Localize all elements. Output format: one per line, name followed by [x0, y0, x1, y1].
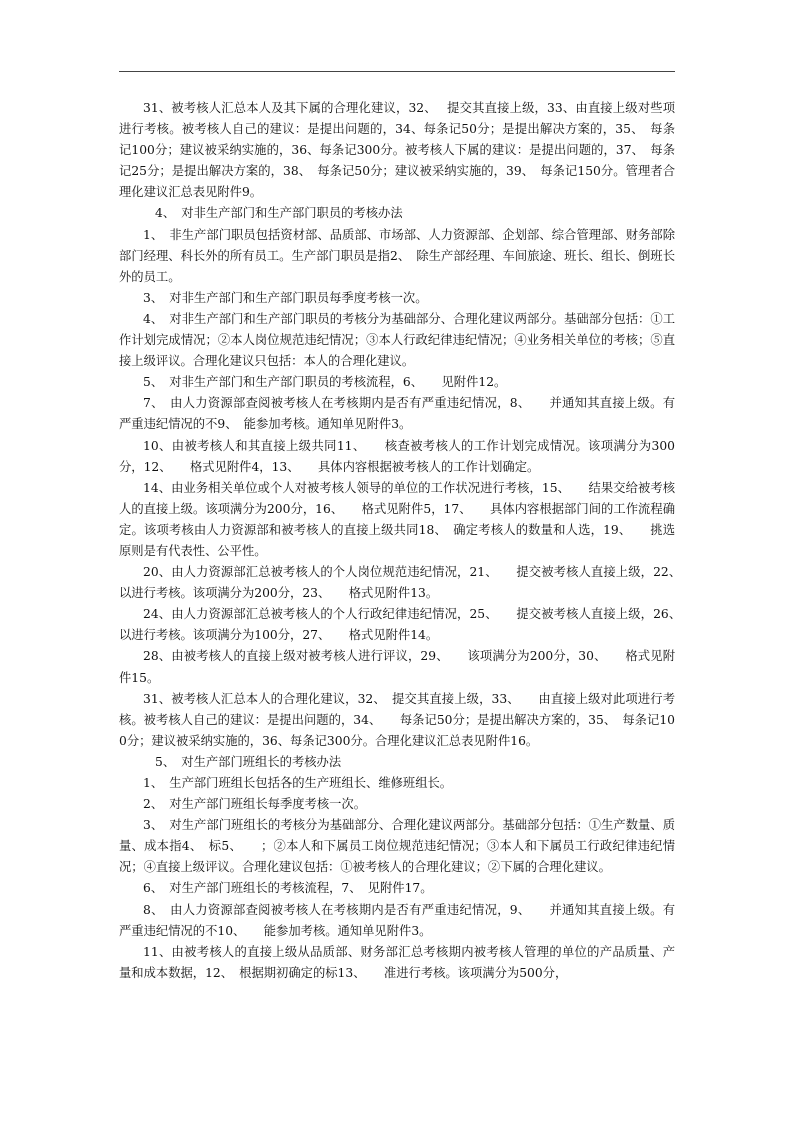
paragraph: 4、 对非生产部门和生产部门职员的考核分为基础部分、合理化建议两部分。基础部分包括：①工作计划完成情况；②本人岗位规范违纪情况；③本人行政纪律违纪情况；④业务相关单位的考核；⑤直接上级评议。合理化建议只包括：本人的合理化建议。: [119, 311, 675, 369]
paragraph: 20、由人力资源部汇总被考核人的个人岗位规范违纪情况，21、 提交被考核人直接上级，22、 以进行考核。该项满分为200分，23、 格式见附件13。: [119, 565, 688, 601]
paragraph: 3、 对非生产部门和生产部门职员每季度考核一次。: [143, 290, 428, 305]
paragraph: 1、 生产部门班组长包括各的生产班组长、维修班组长。: [143, 776, 453, 790]
section-heading: 4、 对非生产部门和生产部门职员的考核办法: [155, 206, 403, 221]
paragraph: 1、 非生产部门职员包括资材部、品质部、市场部、人力资源部、企划部、综合管理部、财务部除部门经理、科长外的所有员工。生产部门职员是指2、 除生产部经理、车间旅途、班长、组长、倒班长外的员工。: [119, 227, 675, 284]
paragraph: 14、由业务相关单位或个人对被考核人领导的单位的工作状况进行考核，15、 结果交给被考核人的直接上级。该项满分为200分，16、 格式见附件5，17、 具体内容根据部门间的工作流程确定。该项考核由人力资源部和被考核人的直接上级共同18、 确定考核人的数量和人选，19、 挑选原则是有代表性、公平性。: [119, 480, 675, 558]
header-rule: [119, 71, 675, 72]
paragraph: 7、 由人力资源部查阅被考核人在考核期内是否有严重违纪情况，8、 并通知其直接上级。有严重违纪情况的不9、 能参加考核。通知单见附件3。: [119, 396, 675, 432]
paragraph: 11、由被考核人的直接上级从品质部、财务部汇总考核期内被考核人管理的单位的产品质量、产量和成本数据，12、 根据期初确定的标13、 准进行考核。该项满分为500分，: [119, 944, 675, 980]
section-heading: 5、 对生产部门班组长的考核办法: [155, 754, 342, 769]
paragraph: 31、被考核人汇总本人的合理化建议，32、 提交其直接上级，33、 由直接上级对此项进行考核。被考核人自己的建议：是提出问题的，34、 每条记50分；是提出解决方案的，35、 每条记100分；建议被采纳实施的，36、每条记300分。合理化建议汇总表见附件16。: [119, 691, 675, 748]
paragraph: 10、由被考核人和其直接上级共同11、 核查被考核人的工作计划完成情况。该项满分为300分，12、 格式见附件4，13、 具体内容根据被考核人的工作计划确定。: [119, 438, 675, 474]
paragraph: 2、 对生产部门班组长每季度考核一次。: [143, 797, 367, 812]
paragraph: 3、 对生产部门班组长的考核分为基础部分、合理化建议两部分。基础部分包括：①生产数量、质量、成本指4、 标5、 ；②本人和下属员工岗位规范违纪情况；③本人和下属员工行政纪律违纪情况；④直接上级评议。合理化建议包括：①被考核人的合理化建议；②下属的合理化建议。: [119, 818, 675, 875]
paragraph: 8、 由人力资源部查阅被考核人在考核期内是否有严重违纪情况，9、 并通知其直接上级。有严重违纪情况的不10、 能参加考核。通知单见附件3。: [119, 902, 675, 938]
document-body: [119, 98, 688, 984]
paragraph: 5、 对非生产部门和生产部门职员的考核流程，6、 见附件12。: [143, 375, 507, 390]
paragraph: 31、被考核人汇总本人及其下属的合理化建议，32、 提交其直接上级，33、由直接上级对些项进行考核。被考核人自己的建议：是提出问题的，34、每条记50分；是提出解决方案的，35、 每条记100分；建议被采纳实施的，36、每条记300分。被考核人下属的建议：是提出问题的，37、 每条记25分；是提出解决方案的，38、 每条记50分；建议被采纳实施的，39、 每条记150分。管理者合理化建议汇总表见附件9。: [119, 101, 675, 200]
paragraph: 28、由被考核人的直接上级对被考核人进行评议，29、 该项满分为200分，30、 格式见附件15。: [119, 649, 675, 685]
paragraph: 24、由人力资源部汇总被考核人的个人行政纪律违纪情况，25、 提交被考核人直接上级，26、 以进行考核。该项满分为100分，27、 格式见附件14。: [119, 607, 688, 643]
paragraph: 6、 对生产部门班组长的考核流程，7、 见附件17。: [143, 881, 433, 896]
